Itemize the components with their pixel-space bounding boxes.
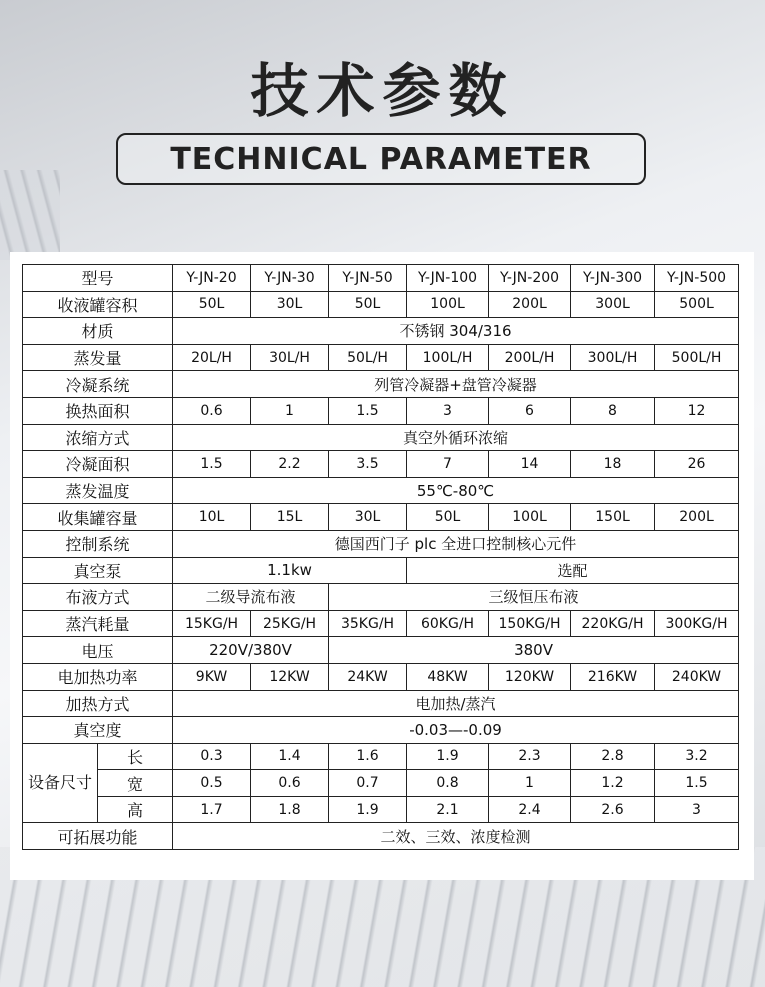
merged-value-cell: 德国西门子 plc 全进口控制核心元件 <box>173 530 739 557</box>
value-cell: 24KW <box>329 663 407 690</box>
value-cell: 300L <box>571 291 655 318</box>
row-label: 电压 <box>23 637 173 664</box>
table-row <box>23 504 739 531</box>
value-cell: 1 <box>489 770 571 797</box>
value-cell: 0.6 <box>173 397 251 424</box>
model-cell: Y-JN-30 <box>251 265 329 292</box>
value-cell: 2.8 <box>571 743 655 770</box>
value-cell: 26 <box>655 451 739 478</box>
value-cell: 300L/H <box>571 344 655 371</box>
value-cell: 30L <box>329 504 407 531</box>
value-cell: 1.9 <box>329 796 407 823</box>
value-cell: 2.2 <box>251 451 329 478</box>
row-label: 真空度 <box>23 717 173 744</box>
value-cell: 0.7 <box>329 770 407 797</box>
value-cell: 20L/H <box>173 344 251 371</box>
value-cell: 200L/H <box>489 344 571 371</box>
value-cell: 150KG/H <box>489 610 571 637</box>
sub-label: 长 <box>98 743 173 770</box>
value-cell: 100L/H <box>407 344 489 371</box>
model-cell: Y-JN-20 <box>173 265 251 292</box>
value-cell: 30L <box>251 291 329 318</box>
table-row <box>23 451 739 478</box>
value-cell: 3.2 <box>655 743 739 770</box>
table-row <box>23 477 739 504</box>
value-cell: 50L/H <box>329 344 407 371</box>
value-cell: 300KG/H <box>655 610 739 637</box>
merged-value-cell: 选配 <box>407 557 739 584</box>
table-row <box>23 637 739 664</box>
table-row <box>23 318 739 345</box>
merged-value-cell: -0.03—-0.09 <box>173 717 739 744</box>
row-label: 加热方式 <box>23 690 173 717</box>
subtitle-box <box>116 133 646 185</box>
row-label: 材质 <box>23 318 173 345</box>
table-row <box>23 610 739 637</box>
value-cell: 0.5 <box>173 770 251 797</box>
model-cell: Y-JN-500 <box>655 265 739 292</box>
table-row <box>23 584 739 611</box>
value-cell: 1.4 <box>251 743 329 770</box>
table-row <box>23 291 739 318</box>
merged-value-cell: 1.1kw <box>173 557 407 584</box>
value-cell: 3 <box>407 397 489 424</box>
model-cell: Y-JN-200 <box>489 265 571 292</box>
value-cell: 35KG/H <box>329 610 407 637</box>
value-cell: 9KW <box>173 663 251 690</box>
value-cell: 0.3 <box>173 743 251 770</box>
page-subtitle: TECHNICAL PARAMETER <box>170 141 592 177</box>
value-cell: 1.5 <box>655 770 739 797</box>
value-cell: 12KW <box>251 663 329 690</box>
merged-value-cell: 不锈钢 304/316 <box>173 318 739 345</box>
value-cell: 0.8 <box>407 770 489 797</box>
table-row <box>23 344 739 371</box>
background-stripes-left <box>0 170 60 260</box>
value-cell: 1.5 <box>173 451 251 478</box>
value-cell: 0.6 <box>251 770 329 797</box>
spec-table-panel <box>10 252 754 880</box>
merged-value-cell: 二效、三效、浓度检测 <box>173 823 739 850</box>
value-cell: 30L/H <box>251 344 329 371</box>
table-row <box>23 690 739 717</box>
value-cell: 200L <box>655 504 739 531</box>
row-label: 布液方式 <box>23 584 173 611</box>
value-cell: 500L <box>655 291 739 318</box>
value-cell: 10L <box>173 504 251 531</box>
row-label: 电加热功率 <box>23 663 173 690</box>
merged-value-cell: 55℃-80℃ <box>173 477 739 504</box>
value-cell: 216KW <box>571 663 655 690</box>
value-cell: 2.3 <box>489 743 571 770</box>
value-cell: 6 <box>489 397 571 424</box>
row-label: 收集罐容量 <box>23 504 173 531</box>
merged-value-cell: 380V <box>329 637 739 664</box>
value-cell: 1 <box>251 397 329 424</box>
table-row <box>23 823 739 850</box>
value-cell: 220KG/H <box>571 610 655 637</box>
table-row <box>23 796 739 823</box>
table-row <box>23 424 739 451</box>
row-label: 冷凝系统 <box>23 371 173 398</box>
value-cell: 1.6 <box>329 743 407 770</box>
row-label: 冷凝面积 <box>23 451 173 478</box>
page-title: 技术参数 <box>250 57 515 125</box>
value-cell: 1.8 <box>251 796 329 823</box>
value-cell: 1.9 <box>407 743 489 770</box>
row-label: 型号 <box>23 265 173 292</box>
spec-table <box>22 264 739 850</box>
value-cell: 12 <box>655 397 739 424</box>
value-cell: 3 <box>655 796 739 823</box>
value-cell: 100L <box>489 504 571 531</box>
value-cell: 15KG/H <box>173 610 251 637</box>
table-row <box>23 663 739 690</box>
value-cell: 25KG/H <box>251 610 329 637</box>
row-label: 控制系统 <box>23 530 173 557</box>
value-cell: 1.5 <box>329 397 407 424</box>
value-cell: 60KG/H <box>407 610 489 637</box>
merged-value-cell: 真空外循环浓缩 <box>173 424 739 451</box>
row-label: 蒸汽耗量 <box>23 610 173 637</box>
value-cell: 240KW <box>655 663 739 690</box>
row-label: 可拓展功能 <box>23 823 173 850</box>
table-row <box>23 770 739 797</box>
merged-value-cell: 三级恒压布液 <box>329 584 739 611</box>
value-cell: 15L <box>251 504 329 531</box>
value-cell: 500L/H <box>655 344 739 371</box>
row-label: 蒸发量 <box>23 344 173 371</box>
table-row <box>23 743 739 770</box>
value-cell: 2.1 <box>407 796 489 823</box>
merged-value-cell: 列管冷凝器+盘管冷凝器 <box>173 371 739 398</box>
value-cell: 48KW <box>407 663 489 690</box>
value-cell: 50L <box>407 504 489 531</box>
merged-value-cell: 220V/380V <box>173 637 329 664</box>
model-cell: Y-JN-300 <box>571 265 655 292</box>
sub-label: 高 <box>98 796 173 823</box>
value-cell: 50L <box>329 291 407 318</box>
value-cell: 50L <box>173 291 251 318</box>
value-cell: 18 <box>571 451 655 478</box>
value-cell: 100L <box>407 291 489 318</box>
row-label: 收液罐容积 <box>23 291 173 318</box>
row-label: 换热面积 <box>23 397 173 424</box>
row-label: 设备尺寸 <box>23 743 98 823</box>
model-cell: Y-JN-50 <box>329 265 407 292</box>
table-row <box>23 530 739 557</box>
table-row <box>23 717 739 744</box>
merged-value-cell: 电加热/蒸汽 <box>173 690 739 717</box>
table-row <box>23 371 739 398</box>
table-row <box>23 397 739 424</box>
sub-label: 宽 <box>98 770 173 797</box>
merged-value-cell: 二级导流布液 <box>173 584 329 611</box>
value-cell: 7 <box>407 451 489 478</box>
value-cell: 14 <box>489 451 571 478</box>
value-cell: 2.6 <box>571 796 655 823</box>
value-cell: 150L <box>571 504 655 531</box>
row-label: 蒸发温度 <box>23 477 173 504</box>
table-row <box>23 265 739 292</box>
value-cell: 8 <box>571 397 655 424</box>
row-label: 真空泵 <box>23 557 173 584</box>
value-cell: 120KW <box>489 663 571 690</box>
row-label: 浓缩方式 <box>23 424 173 451</box>
value-cell: 200L <box>489 291 571 318</box>
value-cell: 1.2 <box>571 770 655 797</box>
value-cell: 1.7 <box>173 796 251 823</box>
value-cell: 3.5 <box>329 451 407 478</box>
model-cell: Y-JN-100 <box>407 265 489 292</box>
table-row <box>23 557 739 584</box>
value-cell: 2.4 <box>489 796 571 823</box>
